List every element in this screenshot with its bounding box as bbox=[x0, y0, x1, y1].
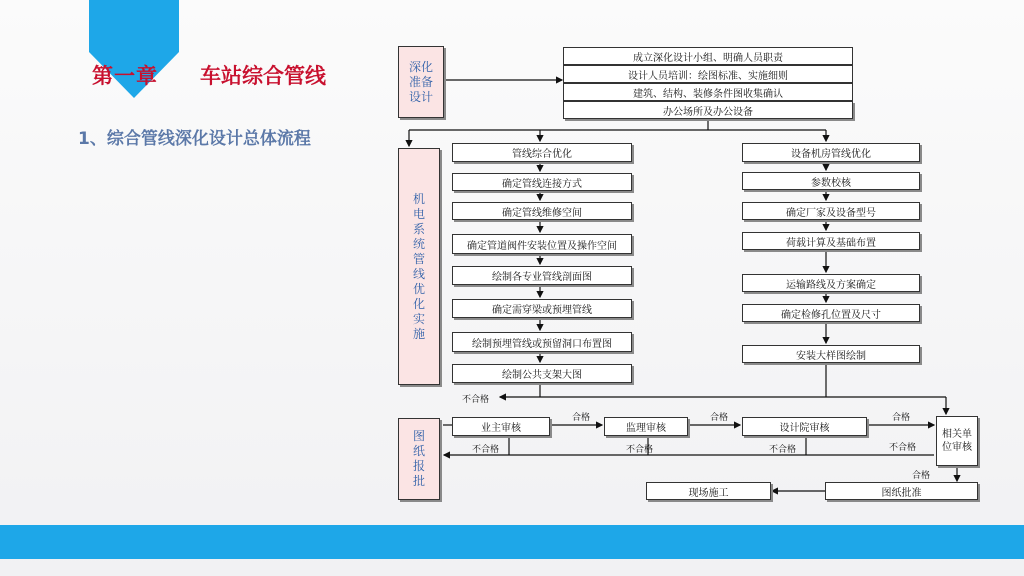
fail-label: 不合格 bbox=[769, 445, 797, 455]
left-step: 绘制公共支架大图 bbox=[452, 364, 632, 383]
stage-mep bbox=[398, 148, 440, 385]
related-units-label: 相关单位审核 bbox=[942, 429, 972, 453]
left-step: 确定需穿梁或预埋管线 bbox=[452, 299, 632, 318]
prep-step: 成立深化设计小组、明确人员职责 bbox=[563, 47, 853, 65]
related-units-review bbox=[936, 416, 978, 466]
pass-label: 合格 bbox=[572, 413, 591, 423]
right-step: 参数校核 bbox=[742, 172, 920, 190]
right-step: 确定检修孔位置及尺寸 bbox=[742, 304, 920, 322]
left-step: 绘制预埋管线或预留洞口布置图 bbox=[452, 332, 632, 352]
chapter-number: 第一章 bbox=[92, 64, 158, 88]
left-step: 确定管线连接方式 bbox=[452, 173, 632, 191]
right-step: 安装大样图绘制 bbox=[742, 345, 920, 363]
fail-label: 不合格 bbox=[889, 443, 917, 453]
stage-approval bbox=[398, 418, 440, 500]
left-step: 管线综合优化 bbox=[452, 143, 632, 162]
right-step: 设备机房管线优化 bbox=[742, 143, 920, 162]
design-institute-review: 设计院审核 bbox=[742, 417, 867, 436]
pass-label: 合格 bbox=[912, 471, 931, 481]
right-step: 运输路线及方案确定 bbox=[742, 274, 920, 292]
stage-mep-label: 机电系统管线优化实施 bbox=[412, 191, 425, 341]
owner-review: 业主审核 bbox=[452, 417, 550, 436]
right-step: 确定厂家及设备型号 bbox=[742, 202, 920, 220]
page-subtitle: 1、综合管线深化设计总体流程 bbox=[78, 129, 311, 149]
chapter-title: 车站综合管线 bbox=[200, 64, 326, 88]
stage-prep-label: 深化准备设计 bbox=[408, 59, 433, 104]
stage-approval-label: 图纸报批 bbox=[412, 429, 425, 488]
site-construction: 现场施工 bbox=[646, 482, 771, 500]
prep-step: 办公场所及办公设备 bbox=[563, 101, 853, 119]
supervisor-review: 监理审核 bbox=[604, 417, 688, 436]
left-step: 确定管道阀件安装位置及操作空间 bbox=[452, 234, 632, 254]
fail-label: 不合格 bbox=[472, 445, 500, 455]
prep-step: 建筑、结构、装修条件图收集确认 bbox=[563, 83, 853, 101]
right-step: 荷载计算及基础布置 bbox=[742, 232, 920, 250]
footer-bar bbox=[0, 525, 1024, 559]
left-step: 绘制各专业管线剖面图 bbox=[452, 266, 632, 285]
fail-label: 不合格 bbox=[462, 395, 490, 405]
drawing-approved: 图纸批准 bbox=[825, 482, 978, 500]
prep-step: 设计人员培训：绘图标准、实施细则 bbox=[563, 65, 853, 83]
stage-prep bbox=[398, 46, 444, 118]
pass-label: 合格 bbox=[892, 413, 911, 423]
left-step: 确定管线维修空间 bbox=[452, 202, 632, 220]
pass-label: 合格 bbox=[710, 413, 729, 423]
fail-label: 不合格 bbox=[626, 445, 654, 455]
